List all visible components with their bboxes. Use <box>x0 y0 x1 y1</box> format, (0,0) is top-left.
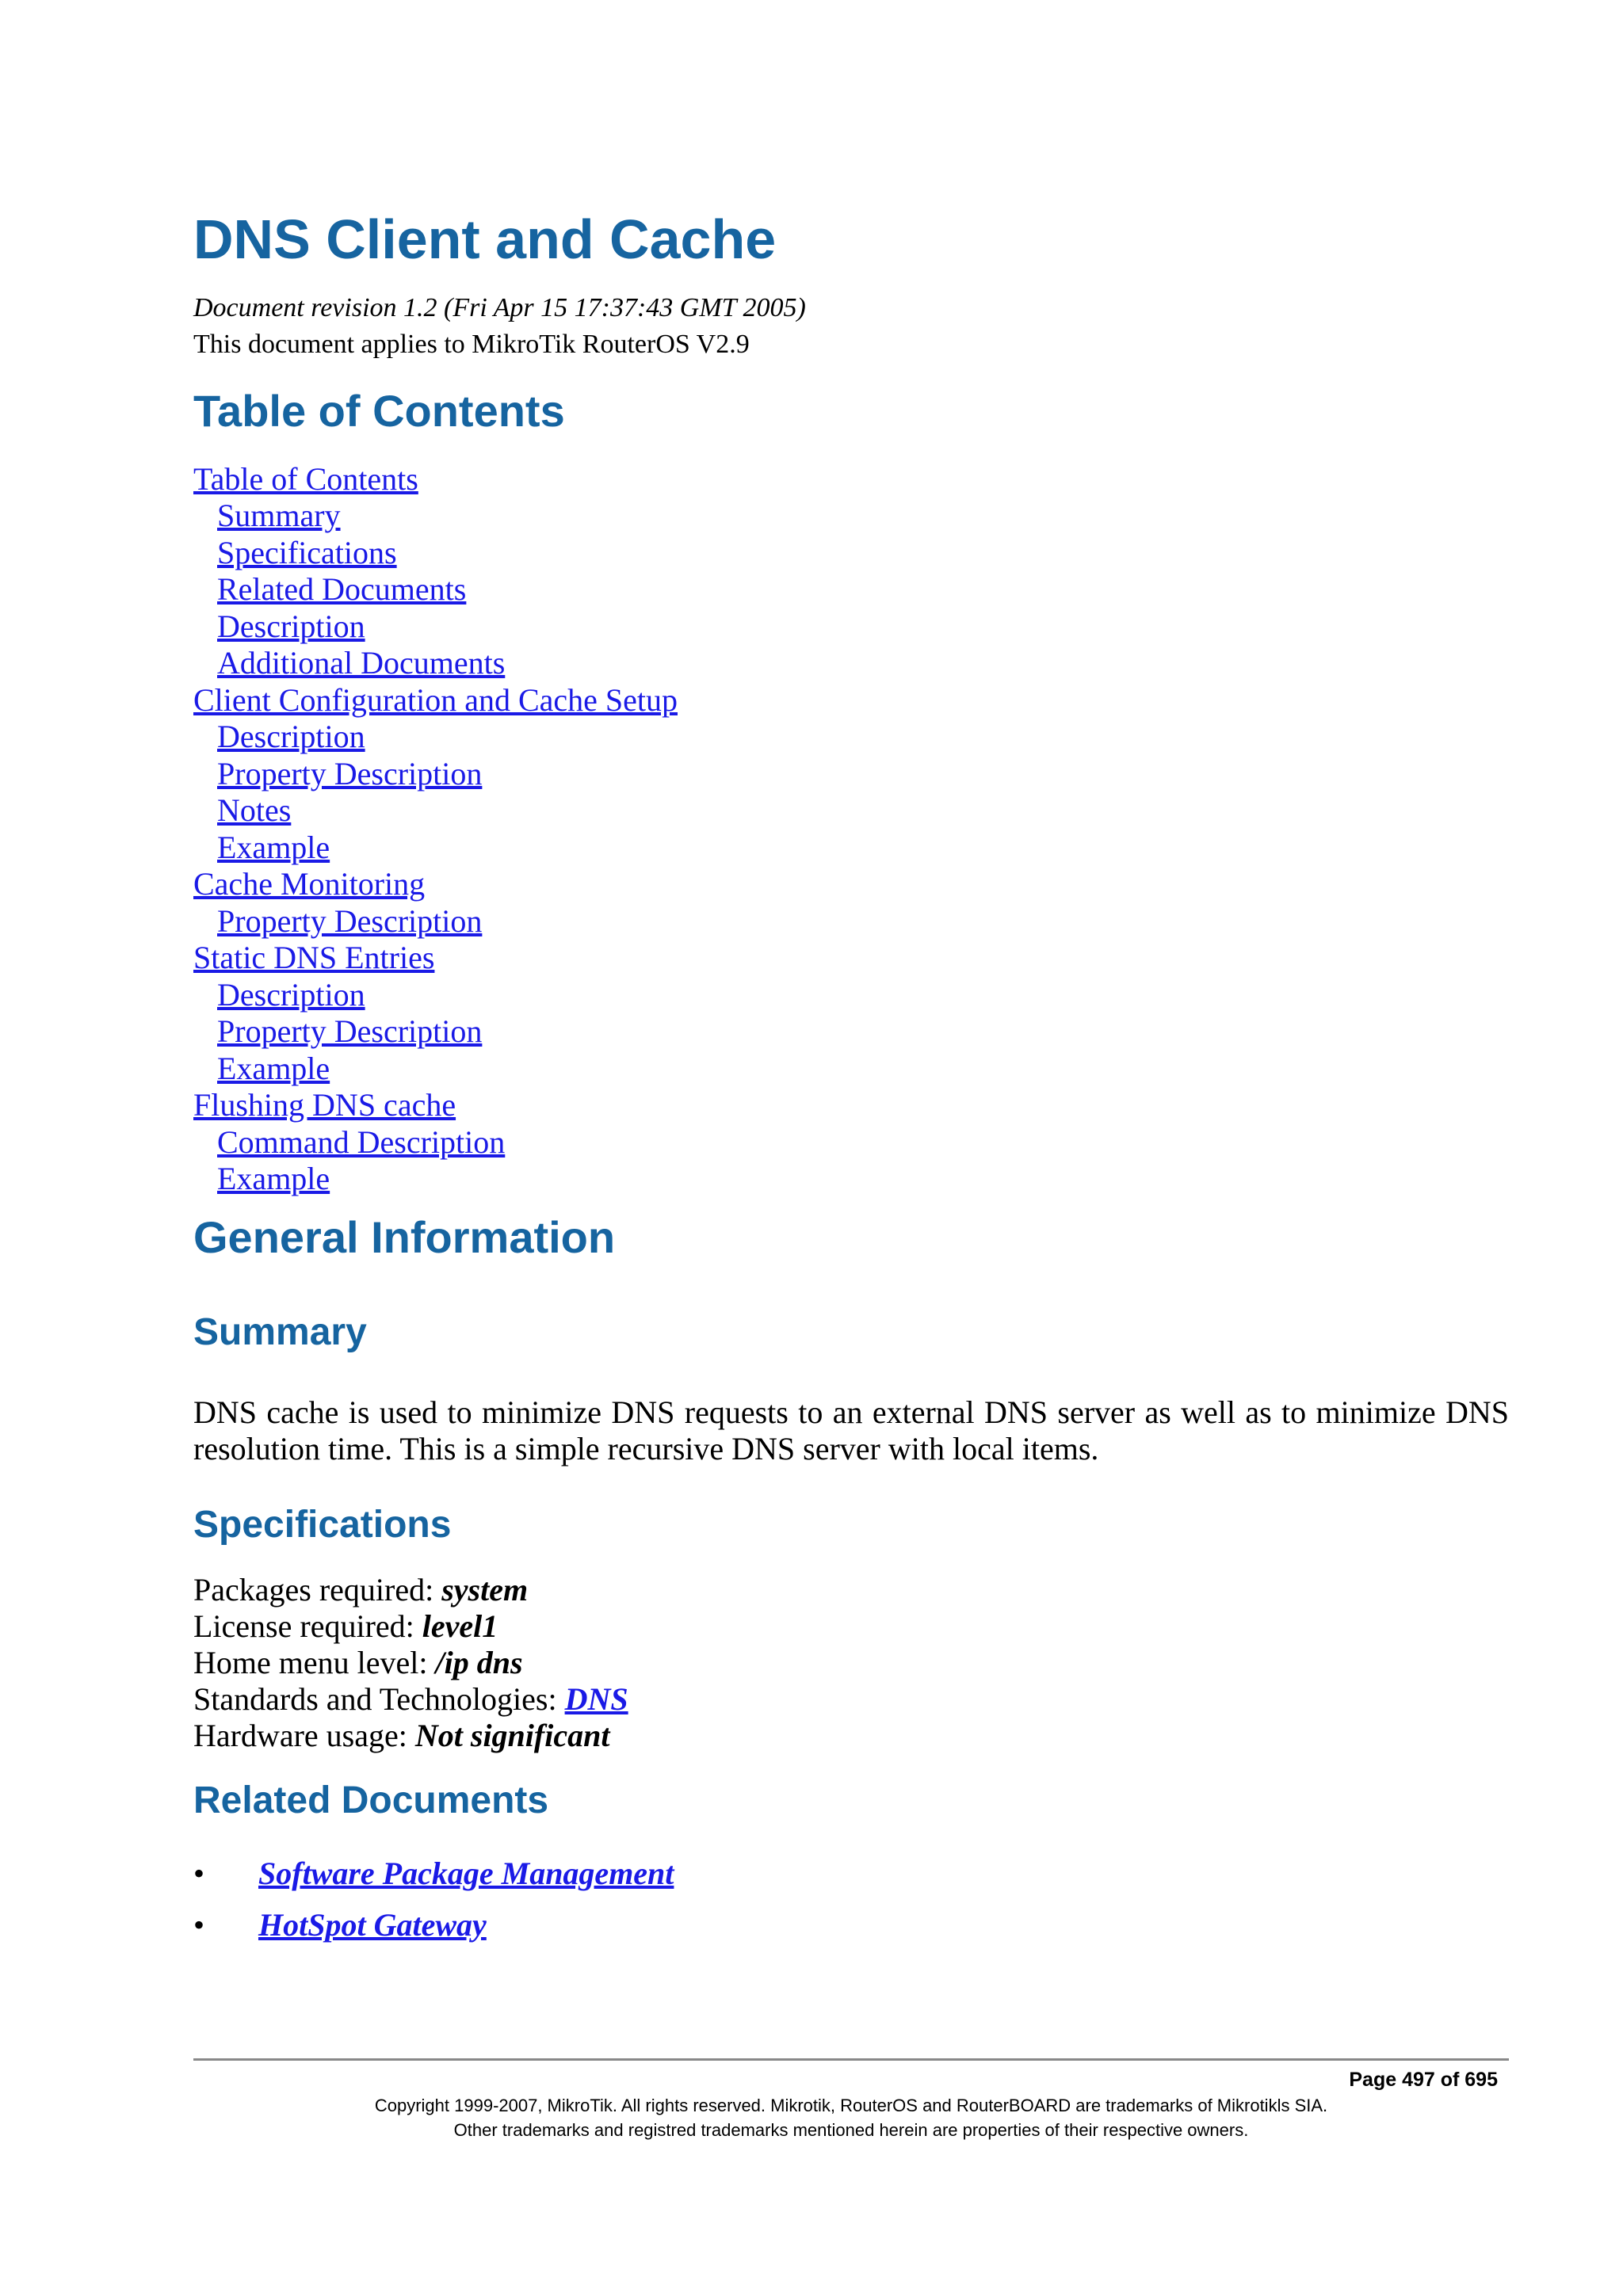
toc-link[interactable]: Static DNS Entries <box>193 940 435 976</box>
toc-link[interactable]: Property Description <box>217 902 483 939</box>
toc-item <box>193 571 1509 608</box>
toc-link[interactable]: Client Configuration and Cache Setup <box>193 681 678 718</box>
toc-link[interactable]: Cache Monitoring <box>193 866 426 902</box>
spec-label: License required: <box>193 1608 422 1645</box>
toc-link[interactable]: Property Description <box>217 755 483 791</box>
related-documents-heading: Related Documents <box>193 1779 549 1822</box>
toc-link[interactable]: Additional Documents <box>217 645 506 681</box>
spec-packages <box>193 1572 1509 1608</box>
toc-link[interactable]: Example <box>217 829 330 865</box>
summary-heading: Summary <box>193 1310 367 1353</box>
related-document-link[interactable]: HotSpot Gateway <box>258 1906 487 1943</box>
toc-item <box>193 977 1509 1014</box>
copyright-line-1: Copyright 1999-2007, MikroTik. All rights reserved. Mikrotik, RouterOS and RouterBOARD are trademarks of Mikrotikls SIA. <box>374 2096 1328 2115</box>
document-title: DNS Client and Cache <box>193 208 777 270</box>
toc-link[interactable]: Description <box>217 608 365 644</box>
general-information-heading: General Information <box>193 1211 616 1262</box>
toc-item <box>193 608 1509 646</box>
toc-link[interactable]: Table of Contents <box>193 460 418 497</box>
toc-link[interactable]: Specifications <box>217 534 397 570</box>
toc-item <box>193 1087 1509 1124</box>
table-of-contents <box>193 461 1509 1198</box>
spec-license <box>193 1608 1509 1645</box>
spec-value: /ip dns <box>435 1645 523 1681</box>
toc-item <box>193 1124 1509 1161</box>
toc-item <box>193 498 1509 535</box>
spec-hardware <box>193 1718 1509 1754</box>
toc-link[interactable]: Description <box>217 976 365 1013</box>
toc-link[interactable]: Related Documents <box>217 571 467 608</box>
toc-item <box>193 866 1509 903</box>
toc-link[interactable]: Example <box>217 1050 330 1086</box>
toc-item <box>193 756 1509 793</box>
list-item <box>193 1855 1509 1907</box>
bullet-icon: • <box>193 1906 205 1943</box>
toc-item <box>193 1051 1509 1088</box>
spec-label: Standards and Technologies: <box>193 1681 565 1718</box>
specifications-heading: Specifications <box>193 1504 452 1547</box>
toc-link[interactable]: Summary <box>217 498 341 534</box>
toc-link[interactable]: Flushing DNS cache <box>193 1087 456 1123</box>
toc-item <box>193 461 1509 498</box>
footer-divider <box>193 2058 1509 2061</box>
toc-link[interactable]: Description <box>217 719 365 755</box>
toc-item <box>193 903 1509 940</box>
page-content <box>193 208 1509 1958</box>
spec-value: Not significant <box>414 1718 610 1754</box>
document-applies-to: This document applies to MikroTik RouterOS V2.9 <box>193 329 750 359</box>
bullet-icon: • <box>193 1855 205 1891</box>
toc-link[interactable]: Notes <box>217 792 292 829</box>
dns-standard-link[interactable]: DNS <box>564 1681 628 1718</box>
specifications-list <box>193 1572 1509 1754</box>
toc-link[interactable]: Example <box>217 1161 330 1197</box>
toc-item <box>193 719 1509 756</box>
toc-item <box>193 1013 1509 1051</box>
copyright-line-2: Other trademarks and registred trademarks mentioned herein are properties of their respective owners. <box>453 2120 1249 2140</box>
list-item <box>193 1907 1509 1958</box>
related-documents-list <box>193 1855 1509 1958</box>
toc-item <box>193 645 1509 682</box>
spec-label: Packages required: <box>193 1572 442 1608</box>
spec-value: system <box>441 1572 529 1608</box>
toc-item <box>193 830 1509 867</box>
toc-item <box>193 682 1509 719</box>
toc-heading: Table of Contents <box>193 385 565 436</box>
toc-link[interactable]: Property Description <box>217 1013 483 1050</box>
toc-link[interactable]: Command Description <box>217 1123 506 1160</box>
toc-item <box>193 940 1509 977</box>
spec-label: Home menu level: <box>193 1645 436 1681</box>
spec-value: level1 <box>422 1608 498 1645</box>
page-number: Page 497 of 695 <box>1349 2069 1498 2091</box>
page-footer <box>193 2058 1509 2141</box>
related-document-link[interactable]: Software Package Management <box>258 1855 674 1891</box>
document-revision: Document revision 1.2 (Fri Apr 15 17:37:43 GMT 2005) <box>193 292 806 322</box>
toc-item <box>193 1161 1509 1198</box>
toc-item <box>193 792 1509 830</box>
spec-menu-level <box>193 1645 1509 1681</box>
summary-text: DNS cache is used to minimize DNS requests to an external DNS server as well as to minimize DNS resolution time. This is a simple recursive DNS server with local items. <box>193 1394 1509 1467</box>
toc-item <box>193 535 1509 572</box>
spec-standards <box>193 1681 1509 1718</box>
spec-label: Hardware usage: <box>193 1718 415 1754</box>
